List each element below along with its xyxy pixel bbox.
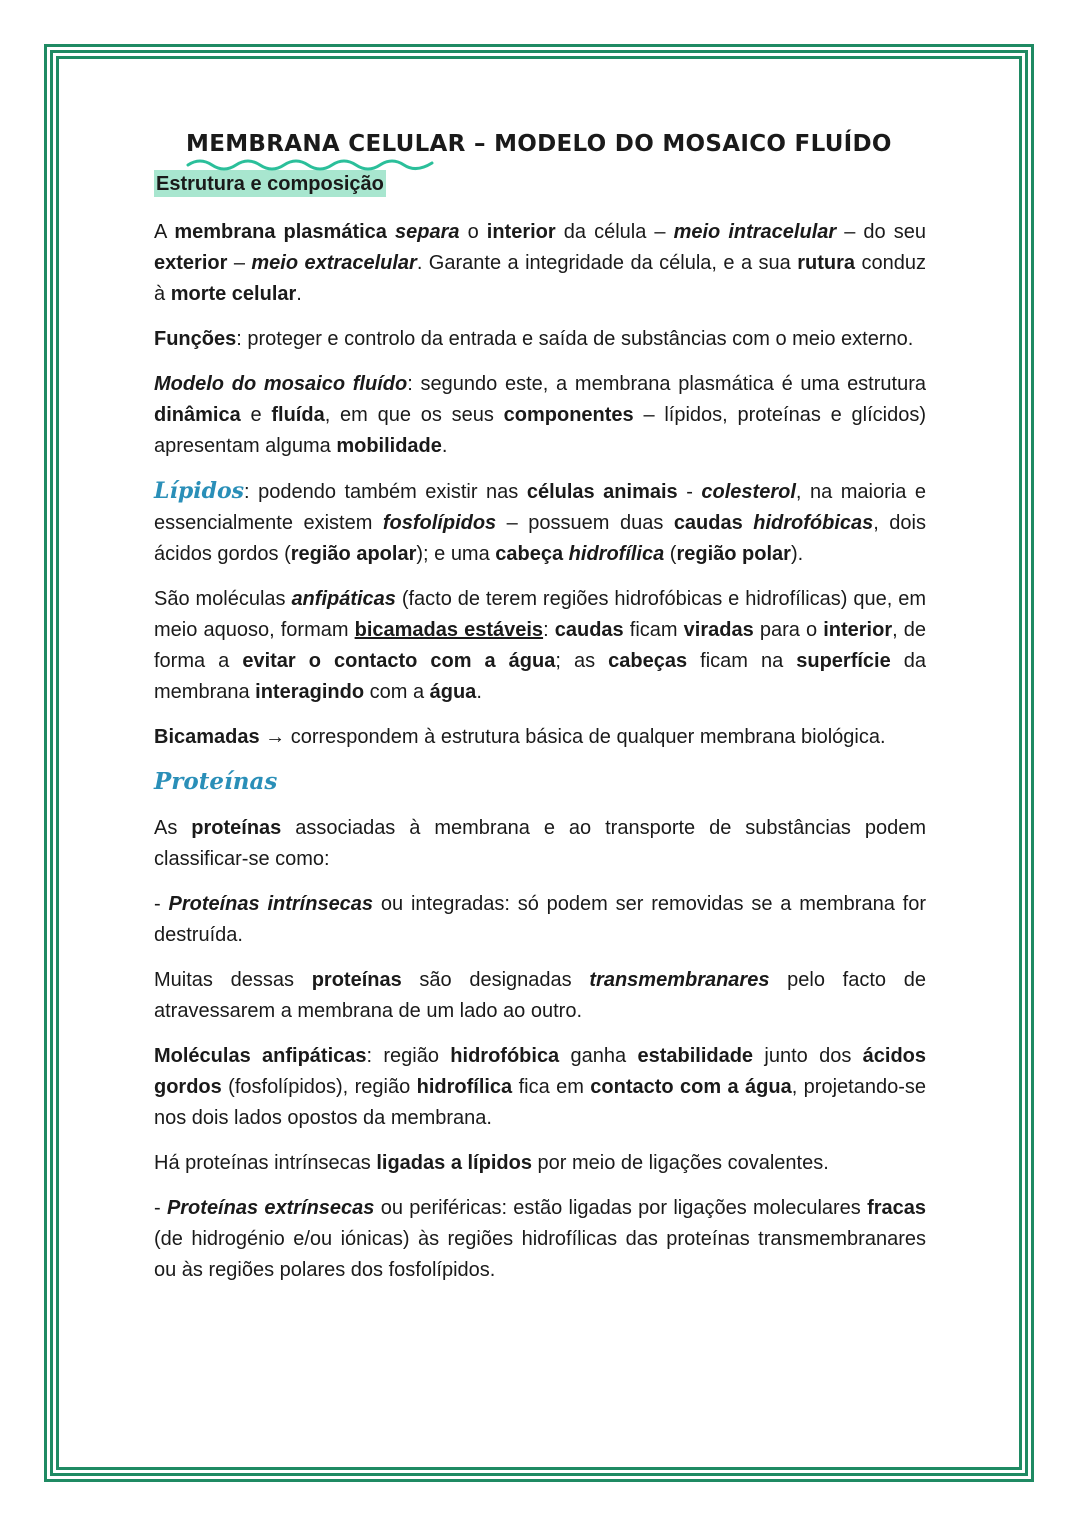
- paragraph-mosaic-model: Modelo do mosaico fluído: segundo este, a membrana plasmática é uma estrutura dinâmica e fluída, em que os seus componentes – lípidos, proteínas e glícidos) apresentam alguma mobilidade.: [154, 373, 926, 457]
- title-part-2: – MODELO DO MOSAICO FLUÍDO: [465, 131, 892, 157]
- paragraph-functions: Funções: proteger e controlo da entrada e saída de substâncias com o meio externo.: [154, 328, 914, 350]
- paragraph-lipids: Lípidos: podendo também existir nas células animais - colesterol, na maioria e essencialmente existem fosfolípidos – possuem duas caudas hidrofóbicas, dois ácidos gordos (região apolar); e uma cabeça hidrofílica (região polar).: [154, 478, 926, 565]
- wavy-underline: [186, 156, 436, 174]
- paragraph-transmembrane: Muitas dessas proteínas são designadas transmembranares pelo facto de atravessarem a membrana de um lado ao outro.: [154, 969, 926, 1022]
- document-content: [154, 122, 926, 1286]
- paragraph-membrane: A membrana plasmática separa o interior da célula – meio intracelular – do seu exterior – meio extracelular. Garante a integridade da célula, e a sua rutura conduz à morte celular.: [154, 221, 926, 305]
- paragraph-intrinsic-proteins: - Proteínas intrínsecas ou integradas: só podem ser removidas se a membrana for destruída.: [154, 893, 926, 946]
- page-title: [186, 122, 926, 166]
- title-part-1: MEMBRANA CELULAR: [186, 131, 466, 157]
- lipids-label: Lípidos: [154, 478, 245, 504]
- section-subtitle: Estrutura e composição: [154, 170, 386, 197]
- paragraph-extrinsic-proteins: - Proteínas extrínsecas ou periféricas: estão ligadas por ligações moleculares fracas (de hidrogénio e/ou iónicas) às regiões hidrofílicas das proteínas transmembranares ou às regiões polares dos fosfolípidos.: [154, 1197, 926, 1281]
- paragraph-amphipathic-molecules: Moléculas anfipáticas: região hidrofóbica ganha estabilidade junto dos ácidos gordos (fosfolípidos), região hidrofílica fica em contacto com a água, projetando-se nos dois lados opostos da membrana.: [154, 1045, 926, 1129]
- proteins-heading: Proteínas: [154, 768, 278, 795]
- paragraph-lipid-linked: Há proteínas intrínsecas ligadas a lípidos por meio de ligações covalentes.: [154, 1152, 829, 1174]
- paragraph-proteins-intro: As proteínas associadas à membrana e ao transporte de substâncias podem classificar-se como:: [154, 817, 926, 870]
- paragraph-bilayers: Bicamadas → correspondem à estrutura básica de qualquer membrana biológica.: [154, 726, 886, 748]
- paragraph-amphipathic: São moléculas anfipáticas (facto de terem regiões hidrofóbicas e hidrofílicas) que, em meio aquoso, formam bicamadas estáveis: caudas ficam viradas para o interior, de forma a evitar o contacto com a água; as cabeças ficam na superfície da membrana interagindo com a água.: [154, 588, 927, 703]
